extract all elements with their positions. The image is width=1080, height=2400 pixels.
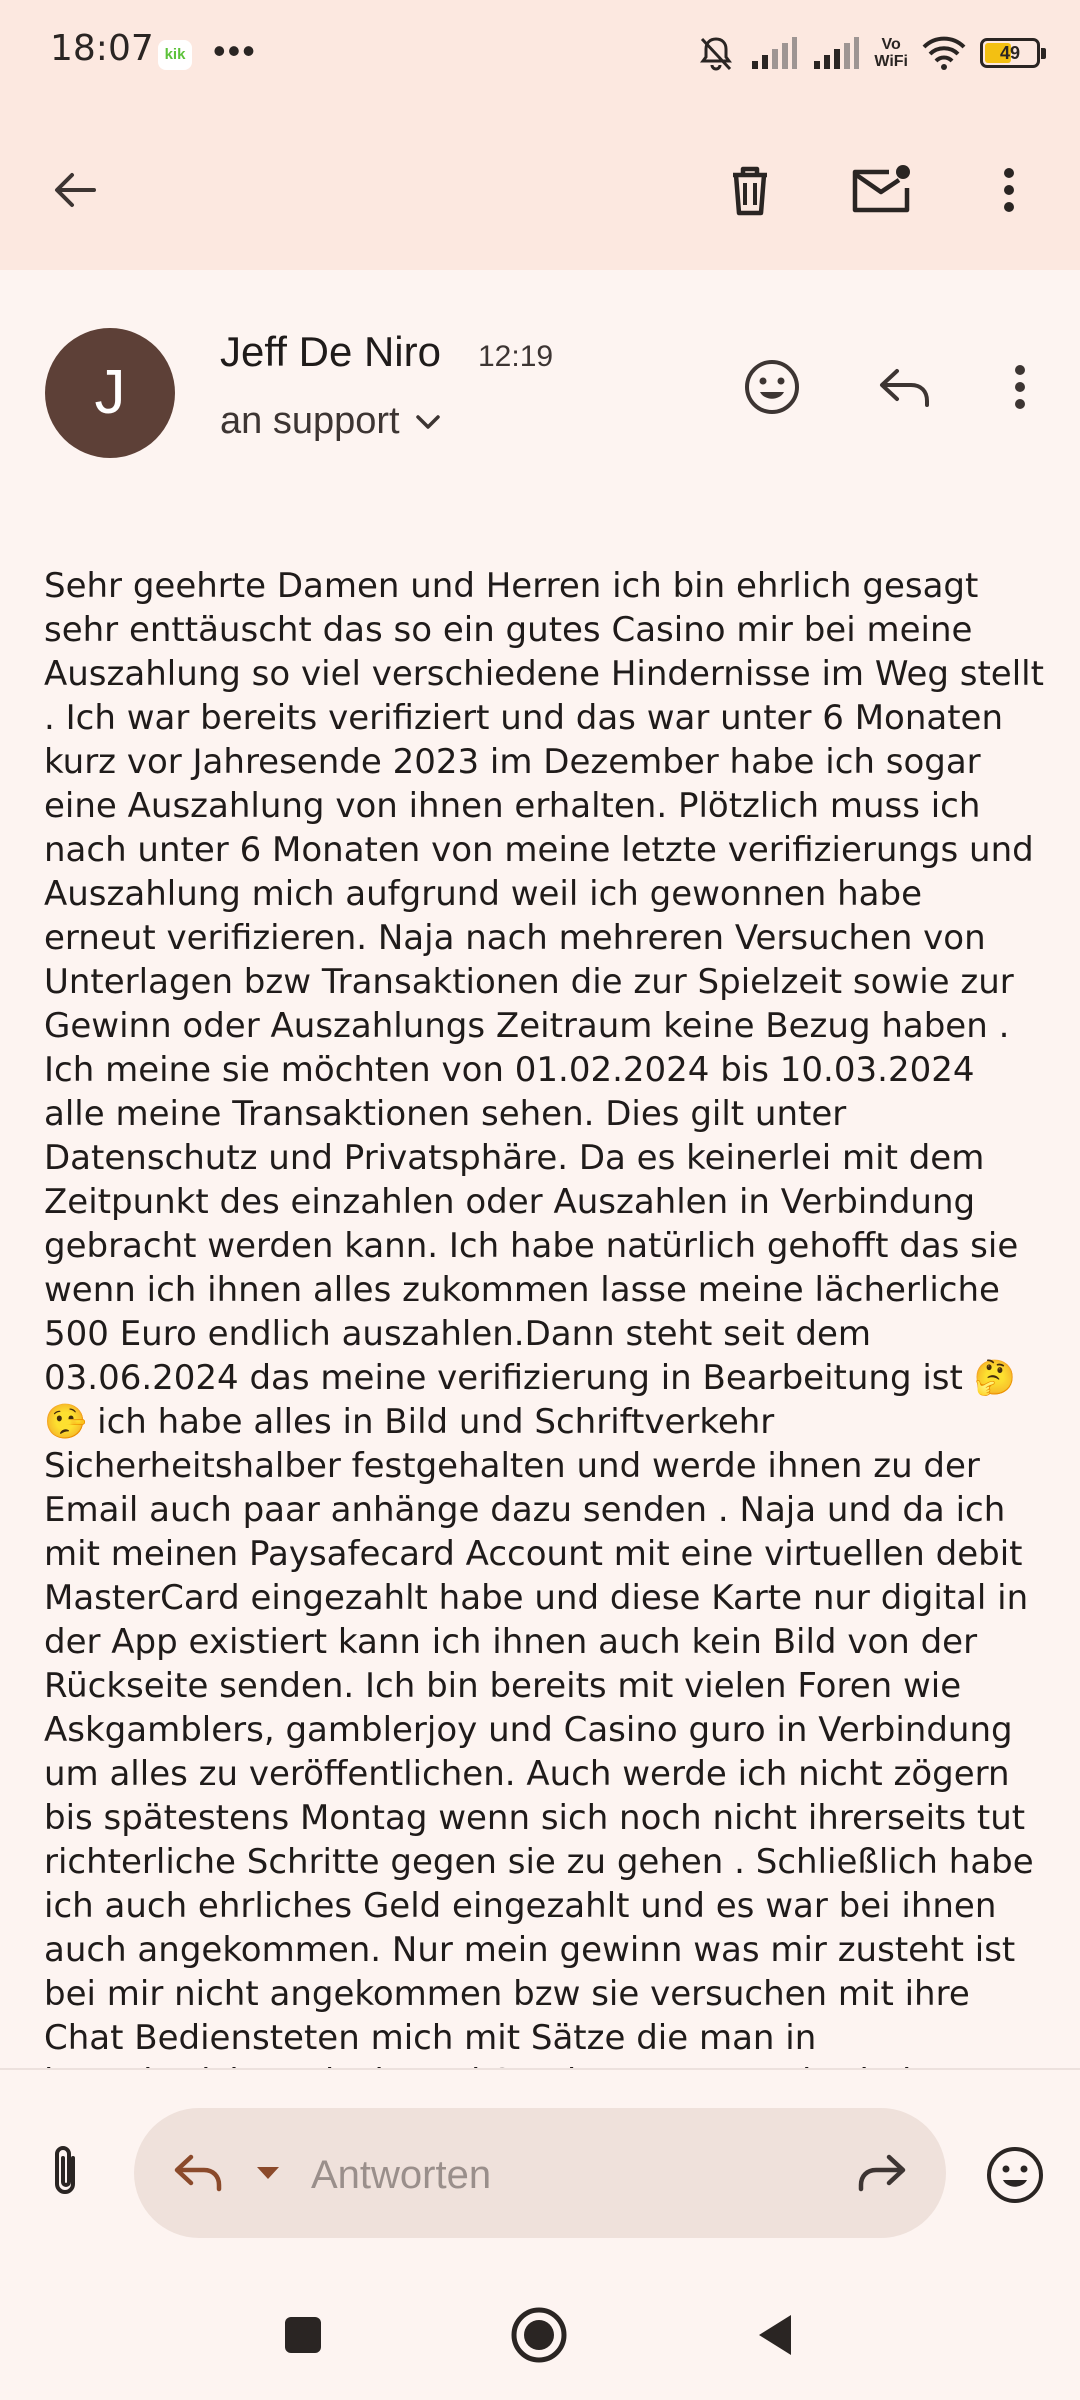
triangle-back-icon	[755, 2312, 795, 2358]
avatar[interactable]: J	[45, 328, 175, 458]
reply-mode-button[interactable]	[164, 2138, 234, 2208]
message-toolbar	[0, 110, 1080, 270]
forward-icon	[855, 2153, 907, 2193]
mark-unread-button[interactable]	[836, 145, 926, 235]
forward-button[interactable]	[846, 2138, 916, 2208]
message-body-text: Sehr geehrte Damen und Herren ich bin ehrlich gesagt sehr enttäuscht das so ein gutes Casino mir bei meine Auszahlung so viel verschiedene Hindernisse im Weg stellt . Ich war bereits verifiziert und das war unter 6 Monaten kurz vor Jahresende 2023 im Dezember habe ich sogar eine Auszahlung von ihnen erhalten. Plötzlich muss ich nach unter 6 Monaten von meine letzte verifizierungs und Auszahlung mich aufgrund weil ich gewonnen habe erneut verifizieren. Naja nach mehreren Versuchen von Unterlagen bzw Transaktionen die zur Spielzeit sowie zur Gewinn oder Auszahlungs Zeitraum keine Bezug haben . Ich meine sie möchten von 01.02.2024 bis 10.03.2024 alle meine Transaktionen sehen. Dies gilt unter Datenschutz und Privatsphäre. Da es keinerlei mit dem Zeitpunkt des einzahlen oder Auszahlen in Verbindung gebracht werden kann. Ich habe natürlich gehofft das sie wenn ich ihnen alles zukommen lasse meine lächerliche 500 Euro endlich auszahlen.Dann steht seit dem 03.06.2024 das meine verifizierung in Bearbeitung ist 🤔🤥 ich habe alles in Bild und Schriftverkehr Sicherheitshalber festgehalten und werde ihnen zu der Email auch paar anhänge dazu senden . Naja und da ich mit meinen Paysafecard Account mit eine virtuellen debit MasterCard eingezahlt habe und diese Karte nur digital in der App existiert kann ich ihnen auch kein Bild von der Rückseite senden. Ich bin bereits mit vielen Foren wie Askgamblers, gamblerjoy und Casino guro in Verbindung um alles zu veröffentlichen. Auch werde ich nicht zögern bis spätestens Montag wenn sich noch nicht ihrerseits tut richterliche Schritte gegen sie zu gehen . Schließlich habe ich auch ehrliches Geld eingezahlt und es war bei ihnen auch angekommen. Nur mein gewinn was mir zusteht ist bei mir nicht angekommen bzw sie versuchen mit ihre Chat Bediensteten mich mit Sätze die man in	[44, 566, 1044, 2058]
reply-icon	[173, 2153, 225, 2193]
reply-input[interactable]	[309, 2144, 833, 2206]
attach-button[interactable]	[30, 2130, 100, 2210]
emoji-icon	[985, 2145, 1045, 2205]
battery-icon	[980, 38, 1040, 68]
home-button[interactable]	[494, 2290, 584, 2380]
system-nav-bar	[0, 2270, 1080, 2400]
sender-name: Jeff De Niro	[220, 328, 441, 375]
wifi-icon	[922, 35, 966, 71]
more-notifications-icon: •••	[213, 30, 257, 71]
reply-bar	[0, 2070, 1080, 2270]
battery-level: 49	[999, 43, 1021, 63]
vowifi-icon	[874, 36, 908, 70]
square-icon	[283, 2315, 323, 2355]
back-arrow-icon	[50, 165, 100, 215]
paperclip-icon	[48, 2142, 82, 2198]
message-time: 12:19	[478, 340, 554, 373]
signal-icon	[750, 35, 798, 71]
silent-bell-icon	[696, 33, 736, 73]
add-reaction-button[interactable]	[727, 342, 817, 432]
delete-button[interactable]	[705, 145, 795, 235]
back-nav-button[interactable]	[730, 2290, 820, 2380]
vowifi-bottom: WiFi	[874, 53, 908, 70]
emoji-reaction-button[interactable]	[975, 2135, 1055, 2215]
chevron-down-icon	[414, 412, 442, 432]
back-button[interactable]	[30, 145, 120, 235]
message-header	[0, 270, 1080, 500]
reply-button[interactable]	[860, 342, 950, 432]
reply-icon	[877, 365, 933, 409]
recipient-label: an support	[220, 400, 400, 442]
more-vert-icon	[999, 165, 1019, 215]
home-circle-icon	[509, 2305, 569, 2365]
trash-icon	[725, 163, 775, 217]
status-time: 18:07	[50, 28, 154, 69]
signal-icon-2	[812, 35, 860, 71]
message-body[interactable]	[0, 500, 1080, 2068]
recents-button[interactable]	[258, 2290, 348, 2380]
mark-unread-icon	[849, 162, 913, 218]
caret-down-icon	[255, 2165, 281, 2181]
vowifi-top: Vo	[881, 36, 901, 53]
kik-notification-icon: kik	[158, 40, 192, 70]
status-icons	[696, 28, 1040, 78]
reply-mode-dropdown[interactable]	[248, 2138, 288, 2208]
more-options-button[interactable]	[964, 145, 1054, 235]
emoji-icon	[743, 358, 801, 416]
status-bar	[0, 0, 1080, 110]
reply-compose-pill[interactable]	[134, 2108, 946, 2238]
recipient-details-toggle[interactable]	[220, 400, 442, 443]
message-more-button[interactable]	[975, 342, 1065, 432]
more-vert-icon	[1010, 362, 1030, 412]
